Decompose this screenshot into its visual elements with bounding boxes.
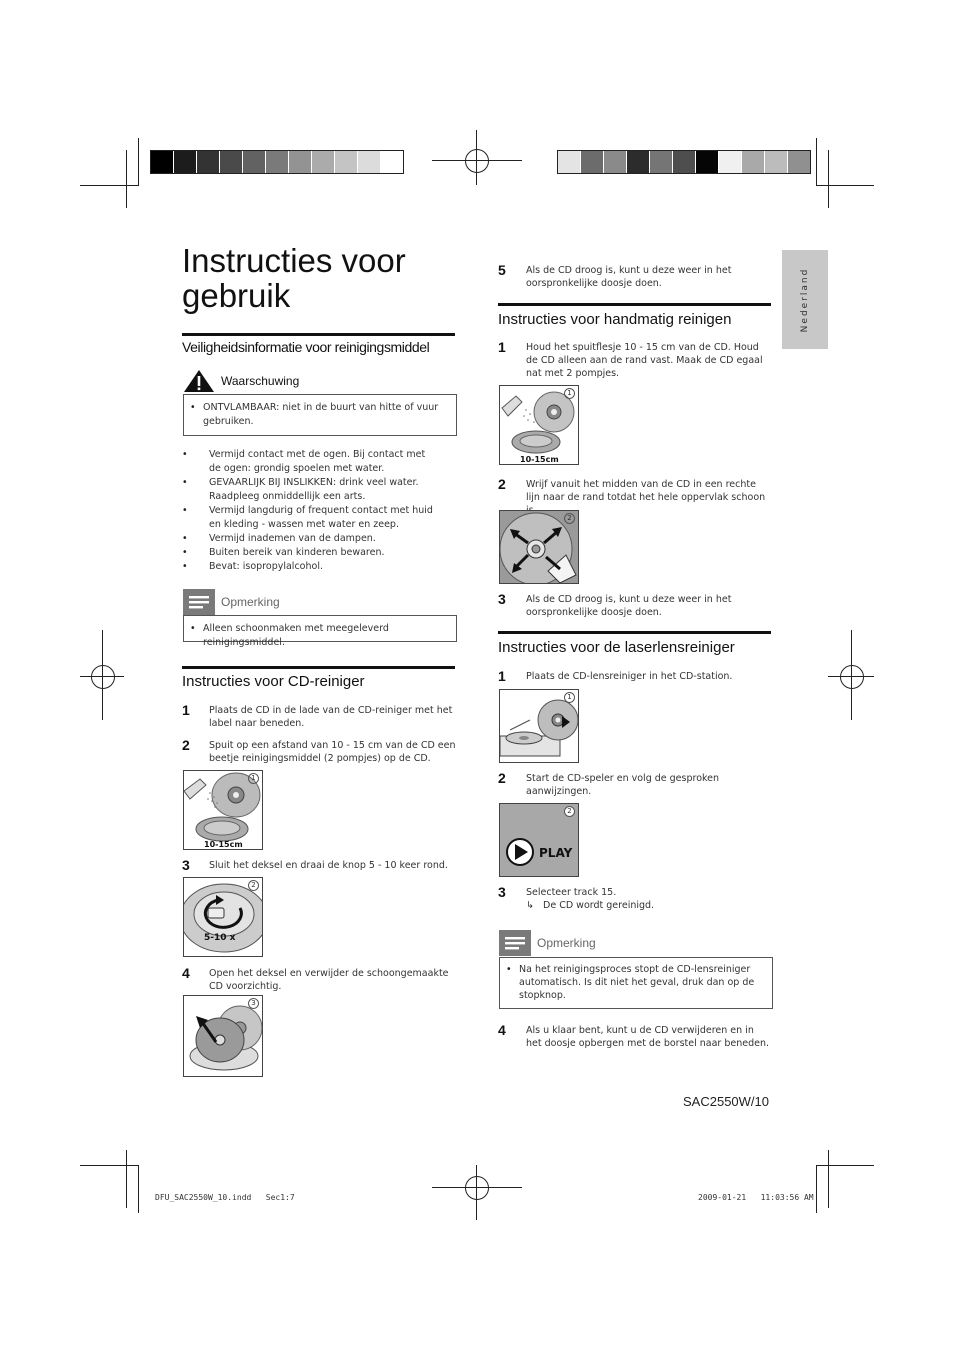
step-text: Selecteer track 15.: [526, 887, 617, 898]
distance-label: 10-15cm: [520, 455, 559, 464]
step-number: 1: [498, 339, 506, 355]
crop-mark: [138, 138, 139, 186]
laser-heading: Instructies voor de laserlensreiniger: [498, 639, 735, 656]
model-number: SAC2550W/10: [683, 1094, 769, 1109]
color-swatch: [604, 151, 627, 173]
crop-mark: [126, 150, 127, 208]
distance-label: 10-15cm: [204, 840, 243, 849]
registration-target: [91, 665, 115, 689]
color-swatch: [174, 151, 197, 173]
safety-bullets: [182, 448, 440, 574]
language-tab-label: Nederland: [800, 267, 810, 332]
registration-target: [851, 630, 852, 720]
color-swatch: [558, 151, 581, 173]
language-tab: [782, 250, 828, 349]
step-number: 1: [182, 702, 190, 718]
figure-number: 1: [248, 773, 259, 784]
step-text: Plaats de CD in de lade van de CD-reiniger met het label naar beneden.: [209, 705, 453, 729]
color-swatch: [151, 151, 174, 173]
step-result-text: De CD wordt gereinigd.: [543, 900, 655, 911]
registration-target: [465, 149, 489, 173]
page-title: Instructies voor gebruik: [182, 242, 406, 314]
warning-header: [183, 369, 299, 393]
color-swatch: [788, 151, 810, 173]
color-swatch: [312, 151, 335, 173]
manual-heading: Instructies voor handmatig reinigen: [498, 311, 732, 328]
color-swatch: [266, 151, 289, 173]
registration-target: [432, 1187, 522, 1188]
step-number: 5: [498, 262, 506, 278]
footer-file-info: DFU_SAC2550W_10.indd Sec1:7: [155, 1193, 295, 1202]
registration-target: [432, 160, 522, 161]
step-number: 3: [498, 884, 506, 900]
color-calibration-bar-right: [557, 150, 811, 174]
color-swatch: [742, 151, 765, 173]
step-text: Als de CD droog is, kunt u deze weer in het oorspronkelijke doosje doen.: [526, 594, 732, 618]
step-number: 3: [498, 591, 506, 607]
figure-number: 3: [248, 998, 259, 1009]
crop-mark: [80, 185, 138, 186]
result-arrow-icon: ↳: [526, 900, 534, 911]
color-swatch: [335, 151, 358, 173]
figure-number: 2: [248, 880, 259, 891]
safety-bullet-item: • Vermijd inademen van de dampen.: [182, 532, 440, 546]
step-text: Wrijf vanuit het midden van de CD in een rechte lijn naar de rand totdat het hele oppervlak schoon: [526, 479, 766, 503]
step-text: Houd het spuitflesje 10 - 15 cm van de CD. Houd de CD alleen aan de rand vast. Maak de CD egaal nat met 2 pompjes.: [526, 342, 763, 379]
safety-bullet-item: • Vermijd langdurig of frequent contact met huid en kleding - wassen met water en zeep.: [182, 504, 440, 532]
step-number: 4: [498, 1022, 506, 1038]
crop-mark: [816, 185, 874, 186]
color-swatch: [627, 151, 650, 173]
step-number: 2: [498, 476, 506, 492]
note-icon: [499, 930, 531, 956]
color-swatch: [765, 151, 788, 173]
color-swatch: [243, 151, 266, 173]
step-number: 2: [498, 770, 506, 786]
note-header: [499, 930, 596, 956]
figure-manual-spray: [499, 385, 579, 465]
color-swatch: [581, 151, 604, 173]
color-swatch: [220, 151, 243, 173]
safety-bullet-item: • Vermijd contact met de ogen. Bij contact met de ogen: grondig spoelen met water.: [182, 448, 440, 476]
color-swatch: [197, 151, 220, 173]
color-swatch: [289, 151, 312, 173]
step-text: Spuit op een afstand van 10 - 15 cm van de CD een beetje reinigingsmiddel (2 pompjes) op de CD.: [209, 740, 456, 764]
warning-box: [183, 394, 457, 436]
step-result: [526, 899, 756, 912]
note-icon: [183, 589, 215, 615]
crop-mark: [126, 1150, 127, 1208]
step-number: 3: [182, 857, 190, 873]
registration-target: [102, 630, 103, 720]
figure-play: [499, 803, 579, 877]
step-text: Als de CD droog is, kunt u deze weer in het oorspronkelijke doosje doen.: [526, 265, 732, 289]
note-box: [499, 957, 773, 1009]
step-text: Sluit het deksel en draai de knop 5 - 10 keer rond.: [209, 860, 448, 871]
color-swatch: [719, 151, 742, 173]
color-swatch: [650, 151, 673, 173]
figure-wipe-cd: [499, 510, 579, 584]
crop-mark: [828, 1150, 829, 1208]
step-text: Plaats de CD-lensreiniger in het CD-station.: [526, 671, 733, 682]
note-text: • Alleen schoonmaken met meegeleverd reinigingsmiddel.: [190, 622, 452, 650]
footer-timestamp: 2009-01-21 11:03:56 AM: [698, 1193, 814, 1202]
registration-target: [840, 665, 864, 689]
figure-remove-cd: [183, 995, 263, 1077]
play-label: PLAY: [539, 846, 573, 860]
safety-bullet-item: • GEVAARLIJK BIJ INSLIKKEN: drink veel water. Raadpleeg onmiddellijk een arts.: [182, 476, 440, 504]
step-text: Start de CD-speler en volg de gesproken aanwijzingen.: [526, 773, 720, 797]
figure-number: 2: [564, 513, 575, 524]
step-number: 1: [498, 668, 506, 684]
step-number: 2: [182, 737, 190, 753]
step-number: 4: [182, 965, 190, 981]
note-header: [183, 589, 280, 615]
crop-mark: [80, 1165, 138, 1166]
section-rule: [498, 631, 771, 634]
figure-rotate-knob: [183, 877, 263, 957]
color-swatch: [381, 151, 403, 173]
figure-number: 1: [564, 692, 575, 703]
note-label: Opmerking: [221, 595, 280, 609]
figure-insert-lens-cleaner: [499, 689, 579, 763]
crop-mark: [828, 150, 829, 208]
color-swatch: [673, 151, 696, 173]
figure-number: 2: [564, 806, 575, 817]
registration-target: [476, 1165, 477, 1220]
color-swatch: [696, 151, 719, 173]
safety-bullet-item: • Bevat: isopropylalcohol.: [182, 560, 440, 574]
color-calibration-bar-left: [150, 150, 404, 174]
note-text: • Na het reinigingsproces stopt de CD-lensreiniger automatisch. Is dit niet het geval, druk dan op de stopknop.: [506, 963, 756, 1002]
warning-text: • ONTVLAMBAAR: niet in de buurt van hitte of vuur gebruiken.: [190, 401, 450, 429]
note-label: Opmerking: [537, 936, 596, 950]
color-swatch: [358, 151, 381, 173]
note-box: [183, 615, 457, 648]
figure-number: 1: [564, 388, 575, 399]
safety-heading: Veiligheidsinformatie voor reinigingsmiddel: [182, 339, 430, 355]
registration-target: [476, 130, 477, 185]
section-rule: [182, 666, 455, 669]
crop-mark: [816, 1165, 817, 1213]
registration-target: [465, 1176, 489, 1200]
crop-mark: [816, 1165, 874, 1166]
crop-mark: [816, 138, 817, 186]
rotation-count-label: 5-10 x: [204, 933, 236, 943]
section-rule: [182, 333, 455, 336]
figure-spray-cleaner: [183, 770, 263, 850]
play-icon: [500, 804, 578, 876]
step-text: Als u klaar bent, kunt u de CD verwijderen en in het doosje opbergen met de borstel naar beneden.: [526, 1025, 770, 1049]
warning-label: Waarschuwing: [221, 374, 300, 388]
safety-bullet-item: • Buiten bereik van kinderen bewaren.: [182, 546, 440, 560]
warning-icon: [183, 369, 215, 393]
crop-mark: [138, 1165, 139, 1213]
step-text: Open het deksel en verwijder de schoongemaakte CD voorzichtig.: [209, 968, 449, 992]
cd-cleaner-heading: Instructies voor CD-reiniger: [182, 673, 365, 690]
section-rule: [498, 303, 771, 306]
